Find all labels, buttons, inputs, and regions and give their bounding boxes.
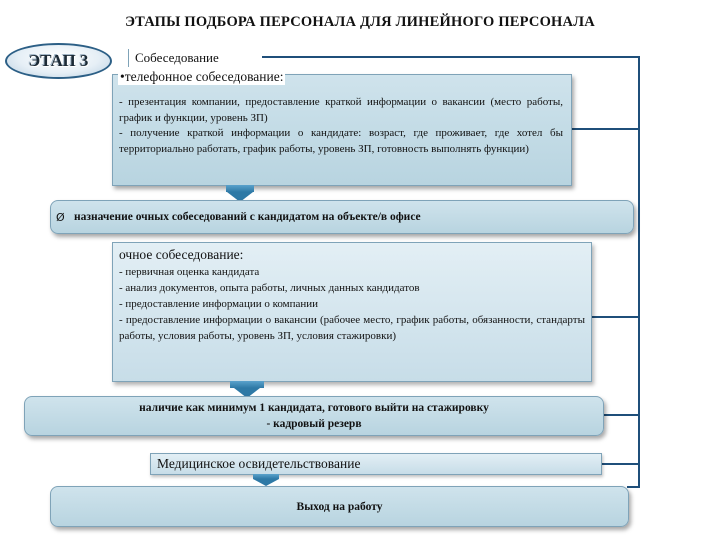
phone-interview-heading: •телефонное собеседование: bbox=[120, 69, 284, 84]
connector-to-phone-box bbox=[570, 128, 640, 130]
phone-interview-box bbox=[112, 69, 572, 186]
in-person-item: - анализ документов, опыта работы, личных данных кандидатов bbox=[119, 282, 420, 294]
connector-top-horizontal bbox=[262, 56, 640, 58]
stage-badge: ЭТАП 3 bbox=[5, 43, 112, 79]
scheduling-bar bbox=[50, 200, 634, 234]
arrow-down-shaft bbox=[230, 381, 264, 388]
arrow-down-icon bbox=[253, 479, 279, 486]
in-person-interview-heading: очное собеседование: bbox=[119, 247, 244, 262]
bullet-arrow-icon: Ø bbox=[56, 210, 65, 224]
arrow-down-shaft bbox=[226, 185, 254, 192]
reserve-line-2: - кадровый резерв bbox=[266, 418, 362, 430]
in-person-item: - предоставление информации о вакансии (рабочее место, график работы, обязанности, стандарты работы, условия работы, уровень ЗП, условия стажировки) bbox=[119, 314, 585, 342]
interview-label: Собеседование bbox=[128, 49, 225, 67]
connector-to-medical-box bbox=[600, 463, 640, 465]
page-title: ЭТАПЫ ПОДБОРА ПЕРСОНАЛА ДЛЯ ЛИНЕЙНОГО ПЕРСОНАЛА bbox=[125, 14, 595, 30]
start-work-bar bbox=[50, 486, 629, 527]
connector-right-vertical bbox=[638, 56, 640, 488]
phone-interview-item: - презентация компании, предоставление краткой информации о вакансии (место работы, график и функции, уровень ЗП) bbox=[119, 96, 563, 124]
reserve-bar bbox=[24, 396, 604, 436]
in-person-item: - предоставление информации о компании bbox=[119, 298, 319, 310]
reserve-line-1: наличие как минимум 1 кандидата, готового выйти на стажировку bbox=[139, 402, 489, 414]
connector-to-inperson-box bbox=[590, 316, 640, 318]
medical-exam-box bbox=[150, 453, 602, 475]
medical-exam-label: Медицинское освидетельствование bbox=[157, 456, 361, 471]
start-work-label: Выход на работу bbox=[296, 500, 383, 513]
scheduling-text: назначение очных собеседований с кандидатом на объекте/в офисе bbox=[74, 211, 421, 223]
phone-interview-item: - получение краткой информации о кандидате: возраст, где проживает, где хотел бы территориально работать, график работы, уровень ЗП, готовность выполнять функции) bbox=[119, 127, 563, 155]
connector-to-reserve-box bbox=[602, 414, 640, 416]
in-person-interview-box bbox=[112, 242, 592, 382]
connector-to-start-box bbox=[627, 486, 640, 488]
in-person-item: - первичная оценка кандидата bbox=[119, 266, 260, 278]
